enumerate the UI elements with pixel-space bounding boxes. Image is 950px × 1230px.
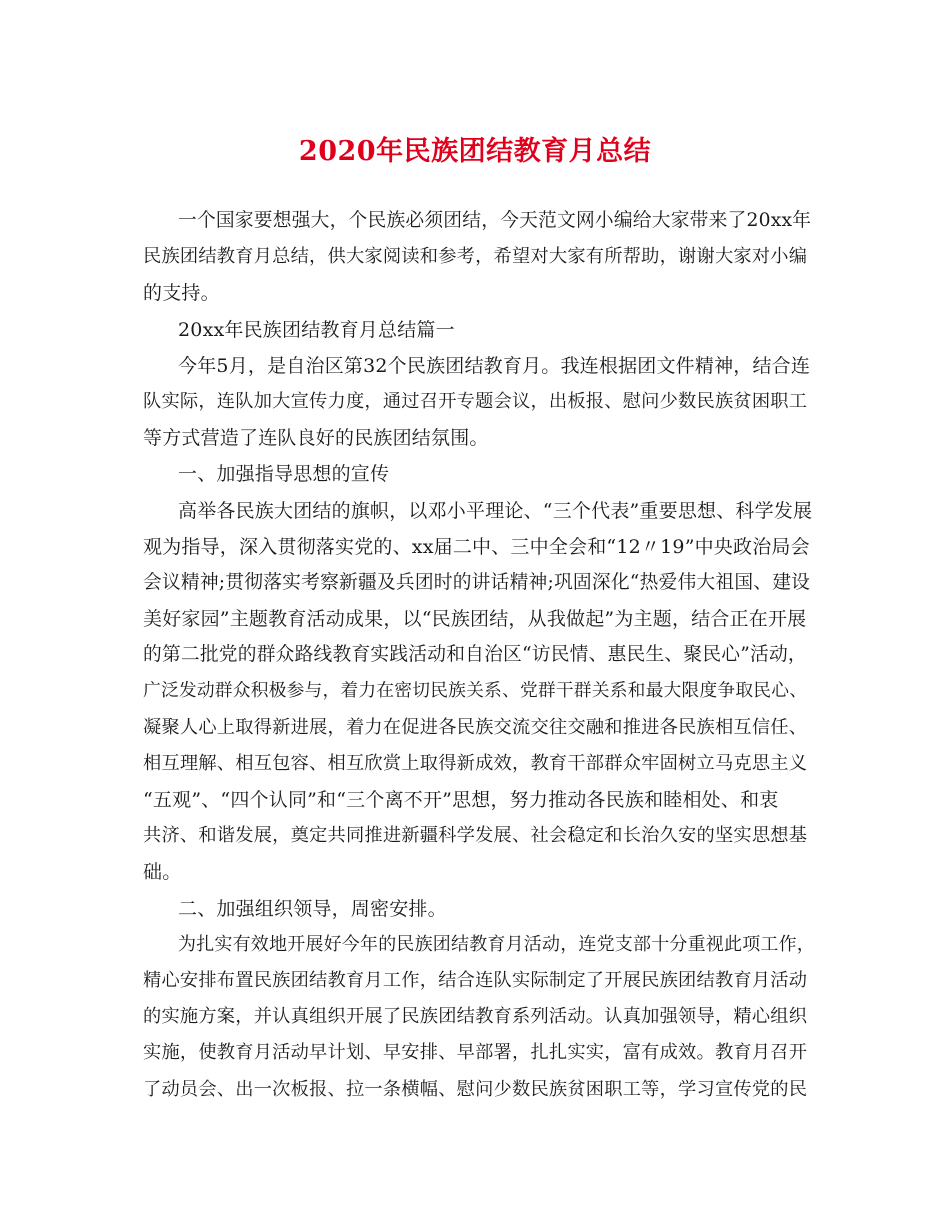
text-line: 为扎实有效地开展好今年的民族团结教育月活动，连党支部十分重视此项工作， [178, 933, 815, 955]
text-line: 队实际，连队加大宣传力度，通过召开专题会议，出板报、慰问少数民族贫困职工 [143, 390, 808, 412]
text-line: 精心安排布置民族团结教育月工作，结合连队实际制定了开展民族团结教育月活动 [143, 969, 808, 991]
text-line: 高举各民族大团结的旗帜，以邓小平理论、“三个代表”重要思想、科学发展 [178, 499, 813, 522]
text-line: 实施，使教育月活动早计划、早安排、早部署，扎扎实实，富有成效。教育月召开 [143, 1042, 808, 1064]
text-line: 民族团结教育月总结，供大家阅读和参考，希望对大家有所帮助，谢谢大家对小编 [143, 246, 808, 268]
text-line: 的实施方案，并认真组织开展了民族团结教育系列活动。认真加强领导，精心组织 [143, 1006, 808, 1028]
text-line: 共济、和谐发展，奠定共同推进新疆科学发展、社会稳定和长治久安的坚实思想基 [143, 825, 808, 847]
text-line: 凝聚人心上取得新进展，着力在促进各民族交流交往交融和推进各民族相互信任、 [143, 716, 808, 738]
text-line: 等方式营造了连队良好的民族团结氛围。 [143, 427, 489, 450]
text-line: 广泛发动群众积极参与，着力在密切民族关系、党群干群关系和最大限度争取民心、 [143, 681, 808, 702]
text-line: 的第二批党的群众路线教育实践活动和自治区“访民情、惠民生、聚民心”活动， [143, 644, 807, 666]
text-line: 观为指导，深入贯彻落实党的、xx届二中、三中全会和“12〃19”中央政治局会 [143, 535, 810, 558]
text-line: 二、加强组织领导，周密安排。 [178, 897, 447, 920]
document-body [143, 203, 815, 1108]
text-line: 相互理解、相互包容、相互欣赏上取得新成效，教育干部群众牢固树立马克思主义 [143, 752, 808, 774]
text-line: 20xx年民族团结教育月总结篇一 [178, 318, 455, 341]
text-line: 美好家园”主题教育活动成果，以“民族团结，从我做起”为主题，结合正在开展 [143, 608, 807, 631]
text-line: 会议精神;贯彻落实考察新疆及兵团时的讲话精神;巩固深化“热爱伟大祖国、建设 [143, 571, 811, 593]
text-line: 了动员会、出一次板报、拉一条横幅、慰问少数民族贫困职工等，学习宣传党的民 [143, 1078, 808, 1100]
text-line: 础。 [143, 861, 182, 884]
document-title: 2020年民族团结教育月总结 [298, 136, 652, 167]
text-line: “五观”、“四个认同”和“三个离不开”思想，努力推动各民族和睦相处、和衷 [143, 789, 779, 811]
text-line: 一个国家要想强大，个民族必须团结，今天范文网小编给大家带来了20xx年 [178, 210, 812, 231]
text-line: 的支持。 [143, 282, 220, 305]
text-line: 一、加强指导思想的宣传 [178, 463, 390, 486]
text-line: 今年5月，是自治区第32个民族团结教育月。我连根据团文件精神，结合连 [178, 354, 811, 377]
